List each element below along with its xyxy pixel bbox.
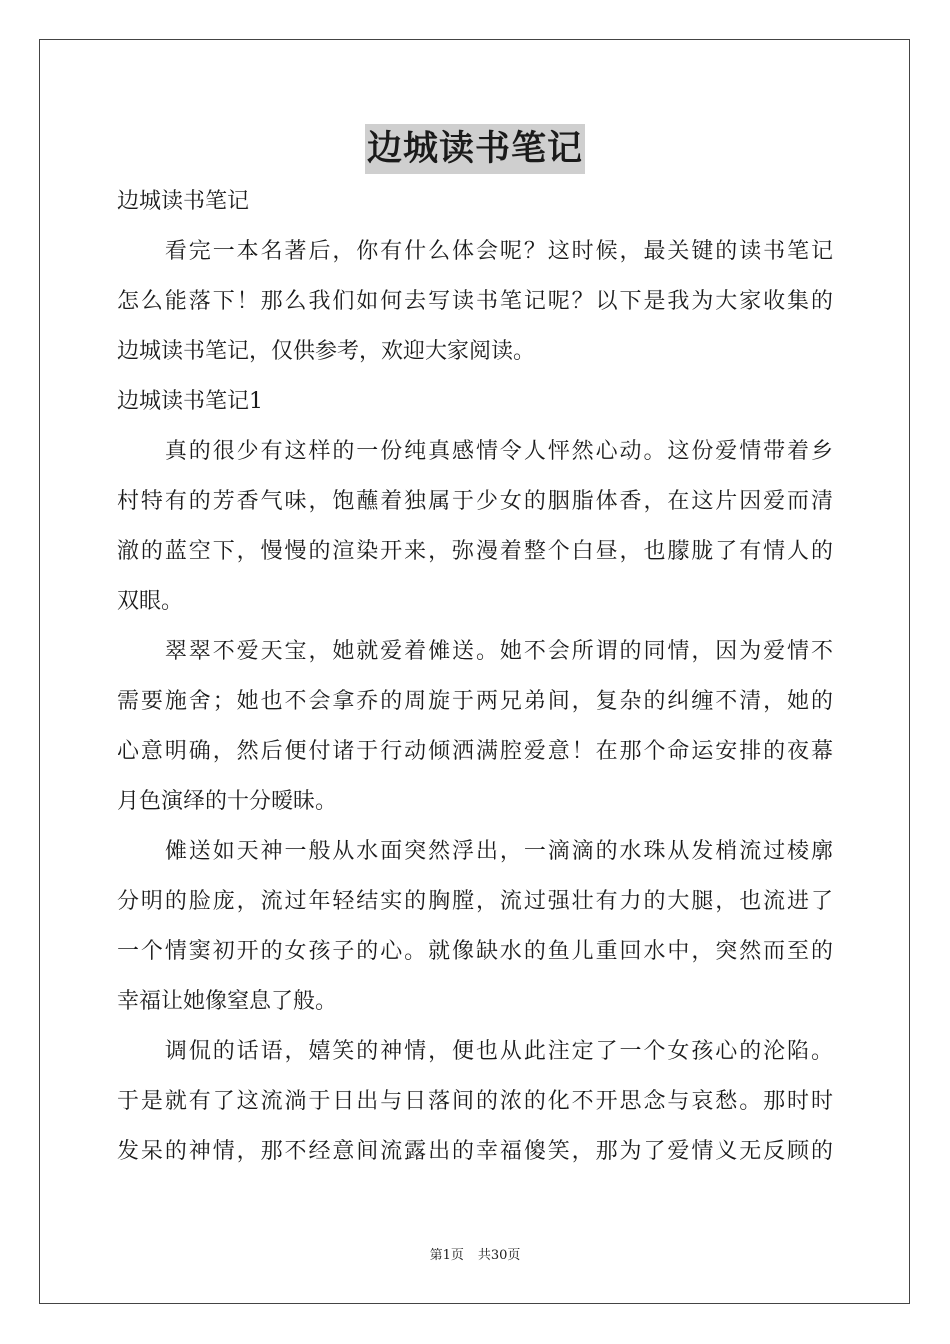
- page-number: 第1页: [429, 1248, 464, 1263]
- document-title: 边城读书笔记: [365, 124, 585, 174]
- text-line: 翠翠不爱天宝，她就爱着傩送。她不会所谓的同情，因为爱情不: [117, 639, 833, 664]
- text-line: 边城读书笔记，仅供参考，欢迎大家阅读。: [117, 339, 536, 364]
- text-line: 看完一本名著后，你有什么体会呢？这时候，最关键的读书笔记: [117, 239, 833, 264]
- text-line: 需要施舍；她也不会拿乔的周旋于两兄弟间，复杂的纠缠不清，她的: [117, 689, 833, 714]
- text-line: 傩送如天神一般从水面突然浮出，一滴滴的水珠从发梢流过棱廓: [117, 839, 833, 864]
- text-line: 于是就有了这流淌于日出与日落间的浓的化不开思念与哀愁。那时时: [117, 1089, 833, 1114]
- text-line: 发呆的神情，那不经意间流露出的幸福傻笑，那为了爱情义无反顾的: [117, 1139, 833, 1164]
- text-line: 幸福让她像窒息了般。: [117, 989, 338, 1014]
- text-line: 澈的蓝空下，慢慢的渲染开来，弥漫着整个白昼，也朦胧了有情人的: [117, 539, 833, 564]
- text-line: 心意明确，然后便付诸于行动倾洒满腔爱意！在那个命运安排的夜幕: [117, 739, 833, 764]
- text-line: 双眼。: [117, 589, 184, 614]
- text-line: 村特有的芳香气味，饱蘸着独属于少女的胭脂体香，在这片因爱而清: [117, 489, 833, 514]
- section-heading: 边城读书笔记1: [117, 389, 263, 414]
- text-line: 调侃的话语，嬉笑的神情，便也从此注定了一个女孩心的沦陷。: [117, 1039, 833, 1064]
- text-line: 一个情窦初开的女孩子的心。就像缺水的鱼儿重回水中，突然而至的: [117, 939, 833, 964]
- page-total: 共30页: [477, 1248, 521, 1263]
- text-line: 分明的脸庞，流过年轻结实的胸膛，流过强壮有力的大腿，也流进了: [117, 889, 833, 914]
- text-line: 月色演绎的十分暧昧。: [117, 789, 338, 814]
- document-body: [117, 177, 833, 1177]
- text-line: 怎么能落下！那么我们如何去写读书笔记呢？以下是我为大家收集的: [117, 289, 833, 314]
- subtitle-line: 边城读书笔记: [117, 189, 250, 214]
- title-container: [0, 124, 950, 174]
- page-footer: [0, 1246, 950, 1266]
- text-line: 真的很少有这样的一份纯真感情令人怦然心动。这份爱情带着乡: [117, 439, 833, 464]
